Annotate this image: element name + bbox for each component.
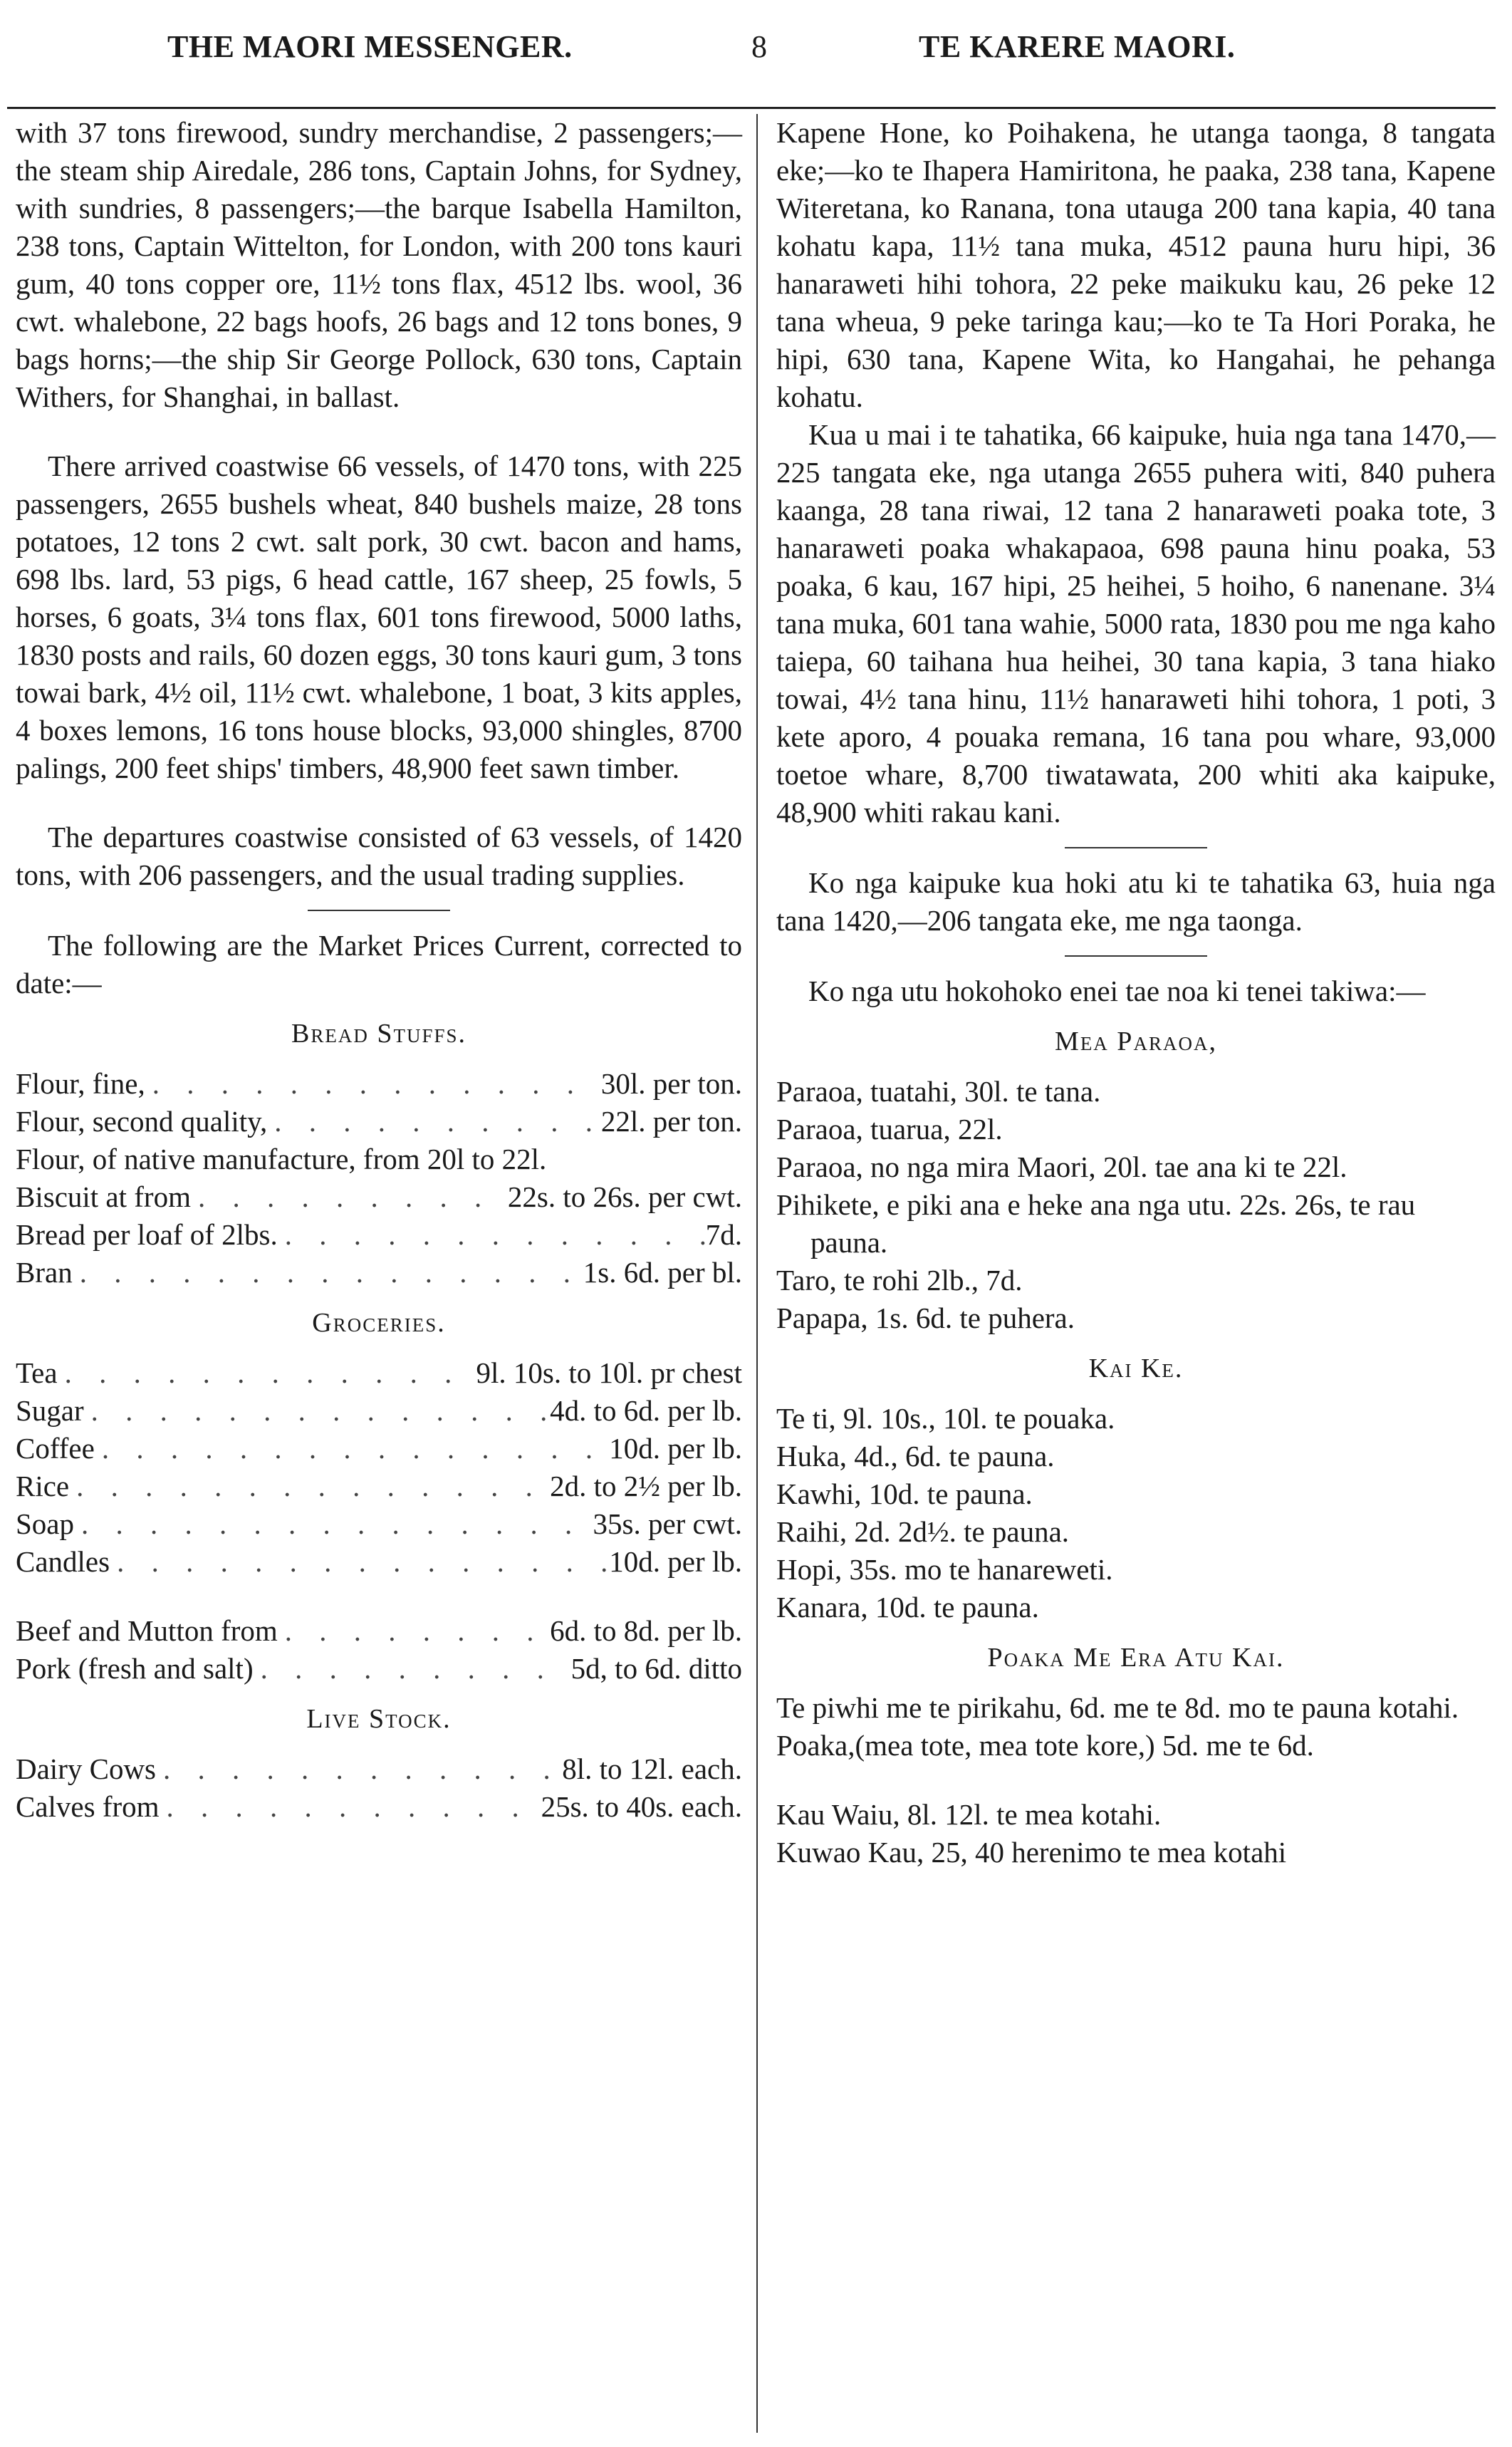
departures-paragraph-maori: Ko nga kaipuke kua hoki atu ki te tahatika 63, huia nga tana 1420,—206 tangata eke, me nga taonga. [776,866,1496,937]
mea-paraoa-heading: Mea Paraoa, [1055,1027,1217,1056]
price-value: 10d. per lb. [609,1432,742,1465]
price-item: Sugar [16,1394,84,1427]
list-item: Pihikete, e piki ana e heke ana nga utu. 22s. 26s, te rau pauna. [776,1188,1416,1259]
price-item: Calves from [16,1790,160,1823]
page-number: 8 [751,29,768,64]
price-item: Candles [16,1545,110,1578]
departures-paragraph: The departures coastwise consisted of 63 vessels, of 1420 tons, with 206 passengers, and the usual trading supplies. [16,821,742,891]
price-row [16,1788,742,1826]
kai-ke-list [776,1400,1496,1626]
poaka-heading: Poaka Me Era Atu Kai. [987,1643,1285,1673]
shipping-intro: with 37 tons firewood, sundry merchandise, 2 passengers;—the steam ship Airedale, 286 tons, Captain Johns, for Sydney, with sundries, 8 passengers;—the barque Isabella Hamilton, 238 tons, Captain Wittelton, for London, with 200 tons kauri gum, 40 tons copper ore, 11½ tons flax, 4512 lbs. wool, 36 cwt. whalebone, 22 bags hoofs, 26 bags and 12 tons bones, 9 bags horns;—the ship Sir George Pollock, 630 tons, Captain Withers, for Shanghai, in ballast. [16,116,742,413]
section-separator [308,910,450,911]
market-intro-maori: Ko nga utu hokohoko enei tae noa ki tenei takiwa:— [808,975,1426,1007]
price-item: Pork (fresh and salt) [16,1652,254,1685]
price-item: Flour, second quality, [16,1105,268,1138]
poaka-list [776,1689,1496,1765]
price-value: 5d, to 6d. ditto [570,1652,742,1685]
header-rule [7,107,1496,109]
kau-list [776,1796,1496,1871]
list-item: Kanara, 10d. te pauna. [776,1591,1039,1623]
price-row [16,1354,742,1392]
bread-stuffs-list [16,1065,742,1292]
live-stock-heading: Live Stock. [306,1704,452,1734]
arrivals-paragraph-maori: Kua u mai i te tahatika, 66 kaipuke, huia nga tana 1470,—225 tangata eke, nga utanga 2655 puhera witi, 840 puhera kaanga, 28 tana riwai, 12 tana 2 hanaraweti poaka tote, 3 hanaraweti poaka whakapaoa, 698 pauna hinu poaka, 53 poaka, 6 kau, 167 hipi, 25 heihei, 5 hoiho, 6 nanenane. 3¼ tana muka, 601 tana wahie, 5000 rata, 1830 pou me nga kaho taiepa, 60 taihana hua heihei, 30 tana kapia, 3 tana hiako towai, 4½ tana hinu, 11½ hanaraweti hihi tohora, 1 poti, 3 kete aporo, 4 pouaka remana, 16 tana pou whare, 93,000 toetoe whare, 8,700 tiwatawata, 200 whiti aka kaipuke, 48,900 whiti rakau kani. [776,418,1496,828]
list-item: Kawhi, 10d. te pauna. [776,1477,1033,1510]
price-value: 4d. to 6d. per lb. [550,1394,742,1427]
price-row [16,1750,742,1788]
price-row [16,1141,742,1178]
price-value: 1s. 6d. per bl. [583,1256,742,1289]
list-item: Huka, 4d., 6d. te pauna. [776,1440,1055,1472]
price-row [16,1505,742,1543]
english-title: THE MAORI MESSENGER. [167,29,573,64]
market-intro: The following are the Market Prices Current, corrected to date:— [16,929,742,999]
arrivals-paragraph: There arrived coastwise 66 vessels, of 1470 tons, with 225 passengers, 2655 bushels wheat, 840 bushels maize, 28 tons potatoes, 12 tons 2 cwt. salt pork, 30 cwt. bacon and hams, 698 lbs. lard, 53 pigs, 6 head cattle, 167 sheep, 25 fowls, 5 horses, 6 goats, 3¼ tons flax, 601 tons firewood, 5000 laths, 1830 posts and rails, 60 dozen eggs, 30 tons kauri gum, 3 tons towai bark, 4½ oil, 11½ cwt. whalebone, 1 boat, 3 kits apples, 4 boxes lemons, 16 tons house blocks, 93,000 shingles, 8700 palings, 200 feet ships' timbers, 48,900 feet sawn timber. [16,450,742,784]
live-stock-list [16,1750,742,1826]
price-value: 6d. to 8d. per lb. [550,1614,742,1647]
price-row [16,1430,742,1467]
price-row [16,1216,742,1254]
price-value: 9l. 10s. to 10l. pr chest [476,1356,742,1389]
price-item: Beef and Mutton from [16,1614,278,1647]
price-value: 22s. to 26s. per cwt. [507,1180,742,1213]
price-value: 8l. to 12l. each. [562,1752,742,1785]
list-item: Paraoa, no nga mira Maori, 20l. tae ana ki te 22l. [776,1150,1347,1183]
price-value: 2d. to 2½ per lb. [550,1470,742,1502]
price-item: Tea [16,1356,58,1389]
list-item: Papapa, 1s. 6d. te puhera. [776,1302,1075,1334]
column-divider [756,114,758,2433]
english-column [16,114,742,2433]
price-row [16,1103,742,1141]
groceries-list [16,1354,742,1581]
price-value: 30l. per ton. [600,1067,742,1100]
section-separator [1065,955,1207,957]
price-value: 7d. [705,1218,742,1251]
price-item: Rice [16,1470,70,1502]
price-item: Bran [16,1256,73,1289]
price-row [16,1254,742,1292]
price-item: Soap [16,1507,74,1540]
groceries-heading: Groceries. [312,1308,446,1338]
list-item: Poaka,(mea tote, mea tote kore,) 5d. me te 6d. [776,1729,1314,1762]
price-item: Flour, of native manufacture, from 20l to 22l. [16,1143,547,1175]
page-header [0,28,1512,93]
price-value: 10d. per lb. [609,1545,742,1578]
price-value: 22l. per ton. [600,1105,742,1138]
kai-ke-heading: Kai Ke. [1088,1354,1184,1383]
mea-paraoa-list [776,1073,1496,1337]
list-item: Paraoa, tuarua, 22l. [776,1113,1003,1145]
list-item: Taro, te rohi 2lb., 7d. [776,1264,1023,1297]
maori-column [776,114,1496,2433]
price-item: Coffee [16,1432,95,1465]
maori-title: TE KARERE MAORI. [919,29,1236,64]
price-item: Dairy Cows [16,1752,157,1785]
price-value: 35s. per cwt. [593,1507,742,1540]
price-item: Flour, fine, [16,1067,145,1100]
list-item: Paraoa, tuatahi, 30l. te tana. [776,1075,1101,1108]
shipping-intro-maori: Kapene Hone, ko Poihakena, he utanga taonga, 8 tangata eke;—ko te Ihapera Hamiritona, he paaka, 238 tana, Kapene Witeretana, ko Ranana, tona utauga 200 tana kapia, 40 tana kohatu kapa, 11½ tana muka, 4512 pauna huru hipi, 36 hanaraweti hihi tohora, 22 peke maikuku kau, 26 peke 12 tana wheua, 9 peke taringa kau;—ko te Ta Hori Poraka, he hipi, 630 tana, Kapene Wita, ko Hangahai, he pehanga kohatu. [776,116,1496,413]
price-item: Bread per loaf of 2lbs. [16,1218,278,1251]
list-item: Te ti, 9l. 10s., 10l. te pouaka. [776,1402,1115,1435]
list-item: Te piwhi me te pirikahu, 6d. me te 8d. mo te pauna kotahi. [776,1691,1459,1724]
section-separator [1065,847,1207,848]
list-item: Hopi, 35s. mo te hanareweti. [776,1553,1113,1586]
bread-stuffs-heading: Bread Stuffs. [291,1019,467,1049]
price-row [16,1065,742,1103]
price-row [16,1650,742,1688]
list-item: Raihi, 2d. 2d½. te pauna. [776,1515,1070,1548]
price-row [16,1467,742,1505]
price-row [16,1178,742,1216]
list-item: Kuwao Kau, 25, 40 herenimo te mea kotahi [776,1836,1287,1869]
meat-list [16,1612,742,1688]
price-row [16,1612,742,1650]
list-item: Kau Waiu, 8l. 12l. te mea kotahi. [776,1798,1162,1831]
price-row [16,1392,742,1430]
price-item: Biscuit at from [16,1180,191,1213]
price-row [16,1543,742,1581]
price-value: 25s. to 40s. each. [541,1790,742,1823]
